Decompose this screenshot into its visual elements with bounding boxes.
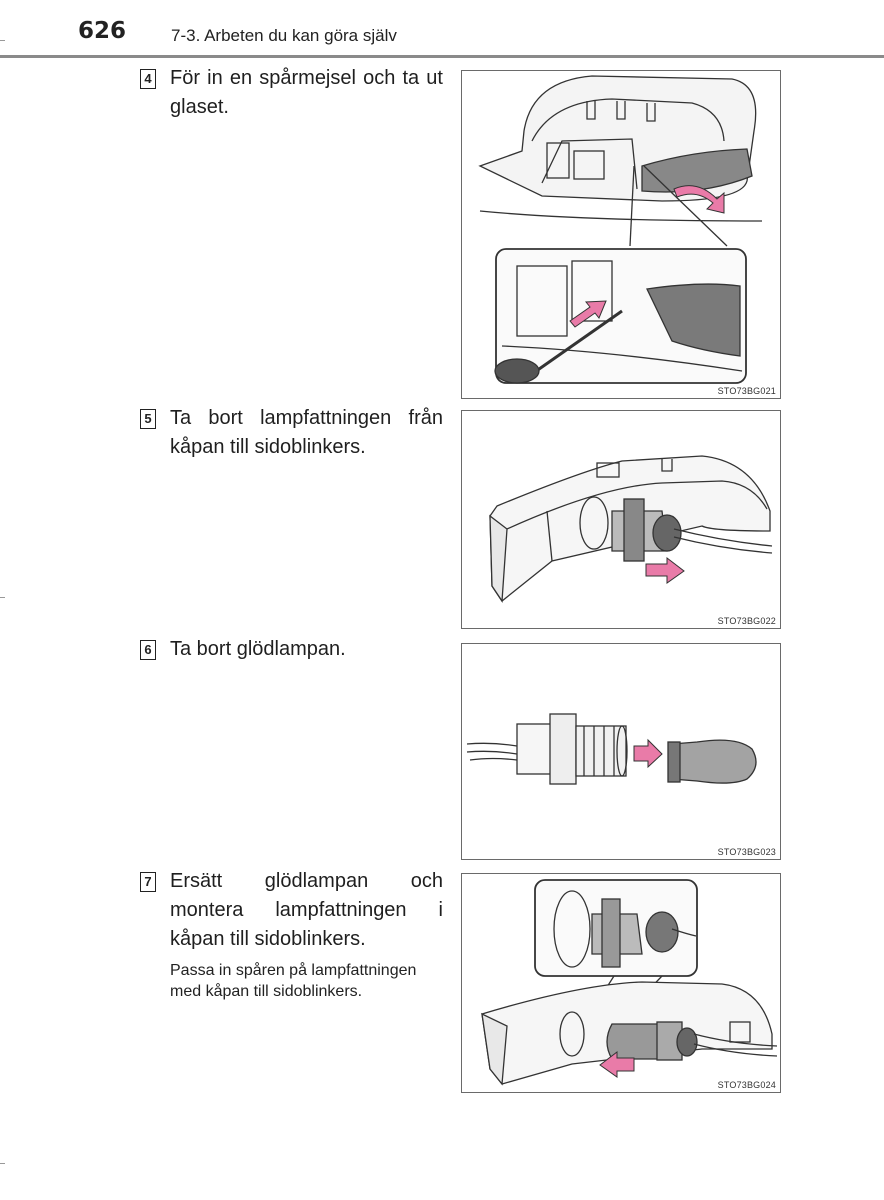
- step-instruction: Ersätt glödlampan och montera lampfattningen i kåpan till sidoblinkers.: [170, 870, 443, 950]
- socket-removal-illustration: [462, 411, 780, 628]
- margin-tick: [0, 40, 5, 41]
- figure-code: STO73BG021: [717, 386, 776, 396]
- step-number-badge: 7: [140, 872, 156, 892]
- step-instruction: Ta bort glödlampan.: [170, 638, 346, 660]
- figure-install-socket: [461, 873, 781, 1093]
- header-rule: [0, 55, 884, 58]
- figure-remove-bulb: [461, 643, 781, 860]
- figure-remove-socket: [461, 410, 781, 629]
- pull-arrow-icon: [646, 558, 684, 583]
- margin-tick: [0, 1163, 5, 1164]
- step-number-badge: 6: [140, 640, 156, 660]
- page-number: 626: [78, 18, 127, 44]
- figure-code: STO73BG024: [717, 1080, 776, 1090]
- step-note: Passa in spåren på lampfattningen med kåpan till sidoblinkers.: [170, 962, 417, 1000]
- step-number-badge: 4: [140, 69, 156, 89]
- pull-arrow-icon: [634, 740, 662, 767]
- section-title: 7-3. Arbeten du kan göra själv: [171, 26, 397, 45]
- bulb-removal-illustration: [462, 644, 780, 859]
- figure-remove-glass: [461, 70, 781, 399]
- mirror-glass-illustration: [462, 71, 780, 398]
- figure-code: STO73BG022: [717, 616, 776, 626]
- step-number-badge: 5: [140, 409, 156, 429]
- figure-code: STO73BG023: [717, 847, 776, 857]
- step-instruction: Ta bort lampfattningen från kåpan till sidoblinkers.: [170, 407, 443, 458]
- margin-tick: [0, 597, 5, 598]
- socket-install-illustration: [462, 874, 780, 1092]
- step-instruction: För in en spårmejsel och ta ut glaset.: [170, 67, 443, 118]
